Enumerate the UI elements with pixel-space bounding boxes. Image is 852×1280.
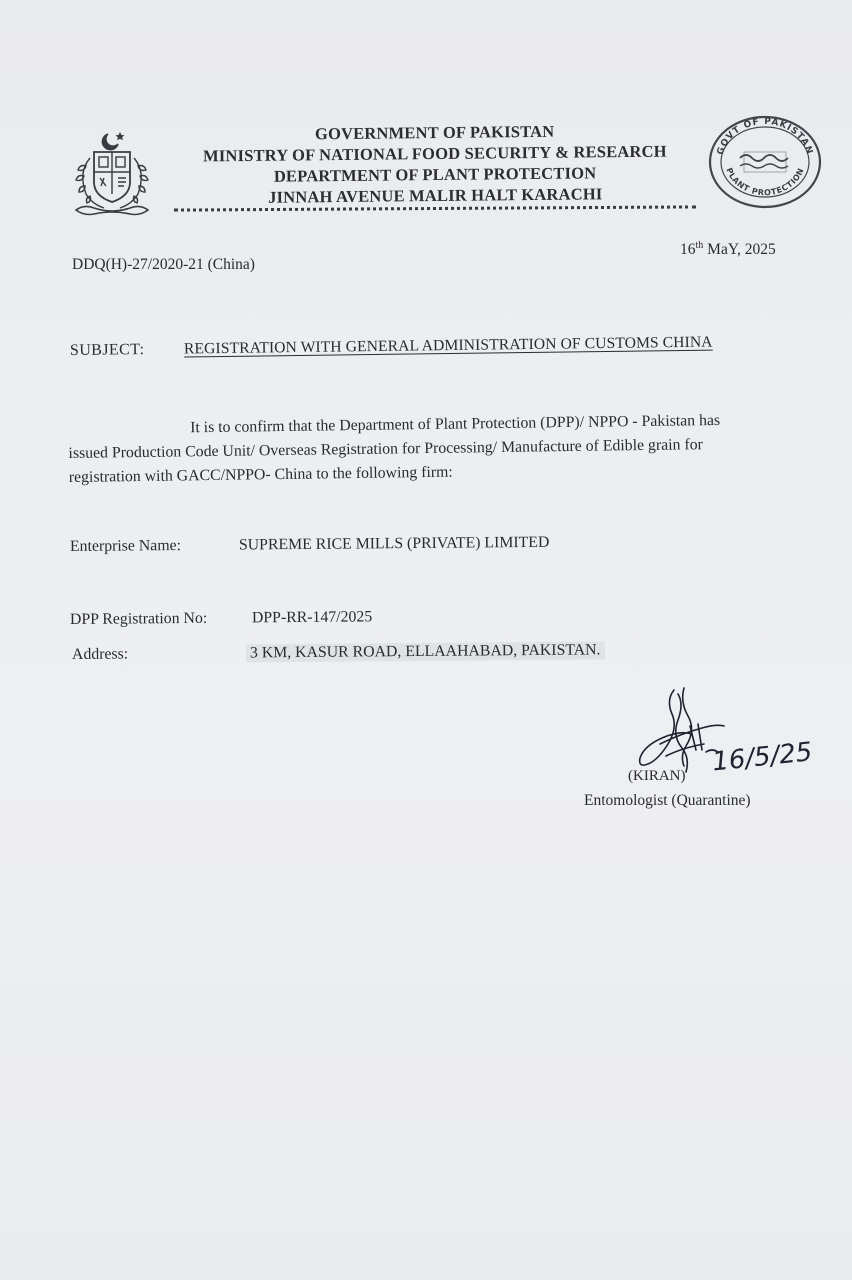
handwritten-date: 16/5/25 <box>710 737 814 778</box>
svg-text:GOVT OF PAKISTAN: GOVT OF PAKISTAN <box>715 116 815 157</box>
subject-row <box>70 332 810 360</box>
subject-label: SUBJECT: <box>69 341 145 359</box>
date-suffix: th <box>695 240 704 251</box>
letterhead <box>170 119 701 209</box>
date-day: 16 <box>680 241 696 259</box>
address-value: 3 KM, KASUR ROAD, ELLAAHABAD, PAKISTAN. <box>246 641 605 662</box>
subject-text: REGISTRATION WITH GENERAL ADMINISTRATION OF CUSTOMS CHINA <box>183 333 713 358</box>
reference-number: DDQ(H)-27/2020-21 (China) <box>72 256 255 273</box>
signatory-title: Entomologist (Quarantine) <box>584 792 751 809</box>
signatory-name: (KIRAN) <box>628 768 686 784</box>
svg-text:PLANT PROTECTION: PLANT PROTECTION <box>724 166 806 198</box>
letterhead-address: JINNAH AVENUE MALIR HALT KARACHI <box>268 184 603 207</box>
body-paragraph <box>68 407 829 490</box>
body-line-3: registration with GACC/NPPO- China to the following firm: <box>68 463 453 486</box>
address-row <box>72 641 605 664</box>
address-label: Address: <box>71 645 129 663</box>
enterprise-label: Enterprise Name: <box>69 537 182 555</box>
letter-date <box>680 240 776 259</box>
enterprise-value: SUPREME RICE MILLS (PRIVATE) LIMITED <box>238 533 550 554</box>
body-line-1: It is to confirm that the Department of Plant Protection (DPP)/ NPPO - Pakistan has <box>190 411 721 437</box>
body-line-2: issued Production Code Unit/ Overseas Registration for Processing/ Manufacture of Edible grain for <box>68 436 703 462</box>
date-rest: MaY, 2025 <box>707 241 776 259</box>
letterhead-government: GOVERNMENT OF PAKISTAN <box>314 121 555 144</box>
plant-protection-seal-icon <box>706 112 824 210</box>
government-emblem-icon <box>64 128 160 224</box>
registration-value: DPP-RR-147/2025 <box>251 608 373 627</box>
enterprise-row <box>70 534 549 556</box>
registration-row <box>70 608 372 629</box>
registration-label: DPP Registration No: <box>69 609 208 628</box>
letterhead-ministry: MINISTRY OF NATIONAL FOOD SECURITY & RESEARCH <box>202 141 667 166</box>
letterhead-department: DEPARTMENT OF PLANT PROTECTION <box>273 163 597 186</box>
